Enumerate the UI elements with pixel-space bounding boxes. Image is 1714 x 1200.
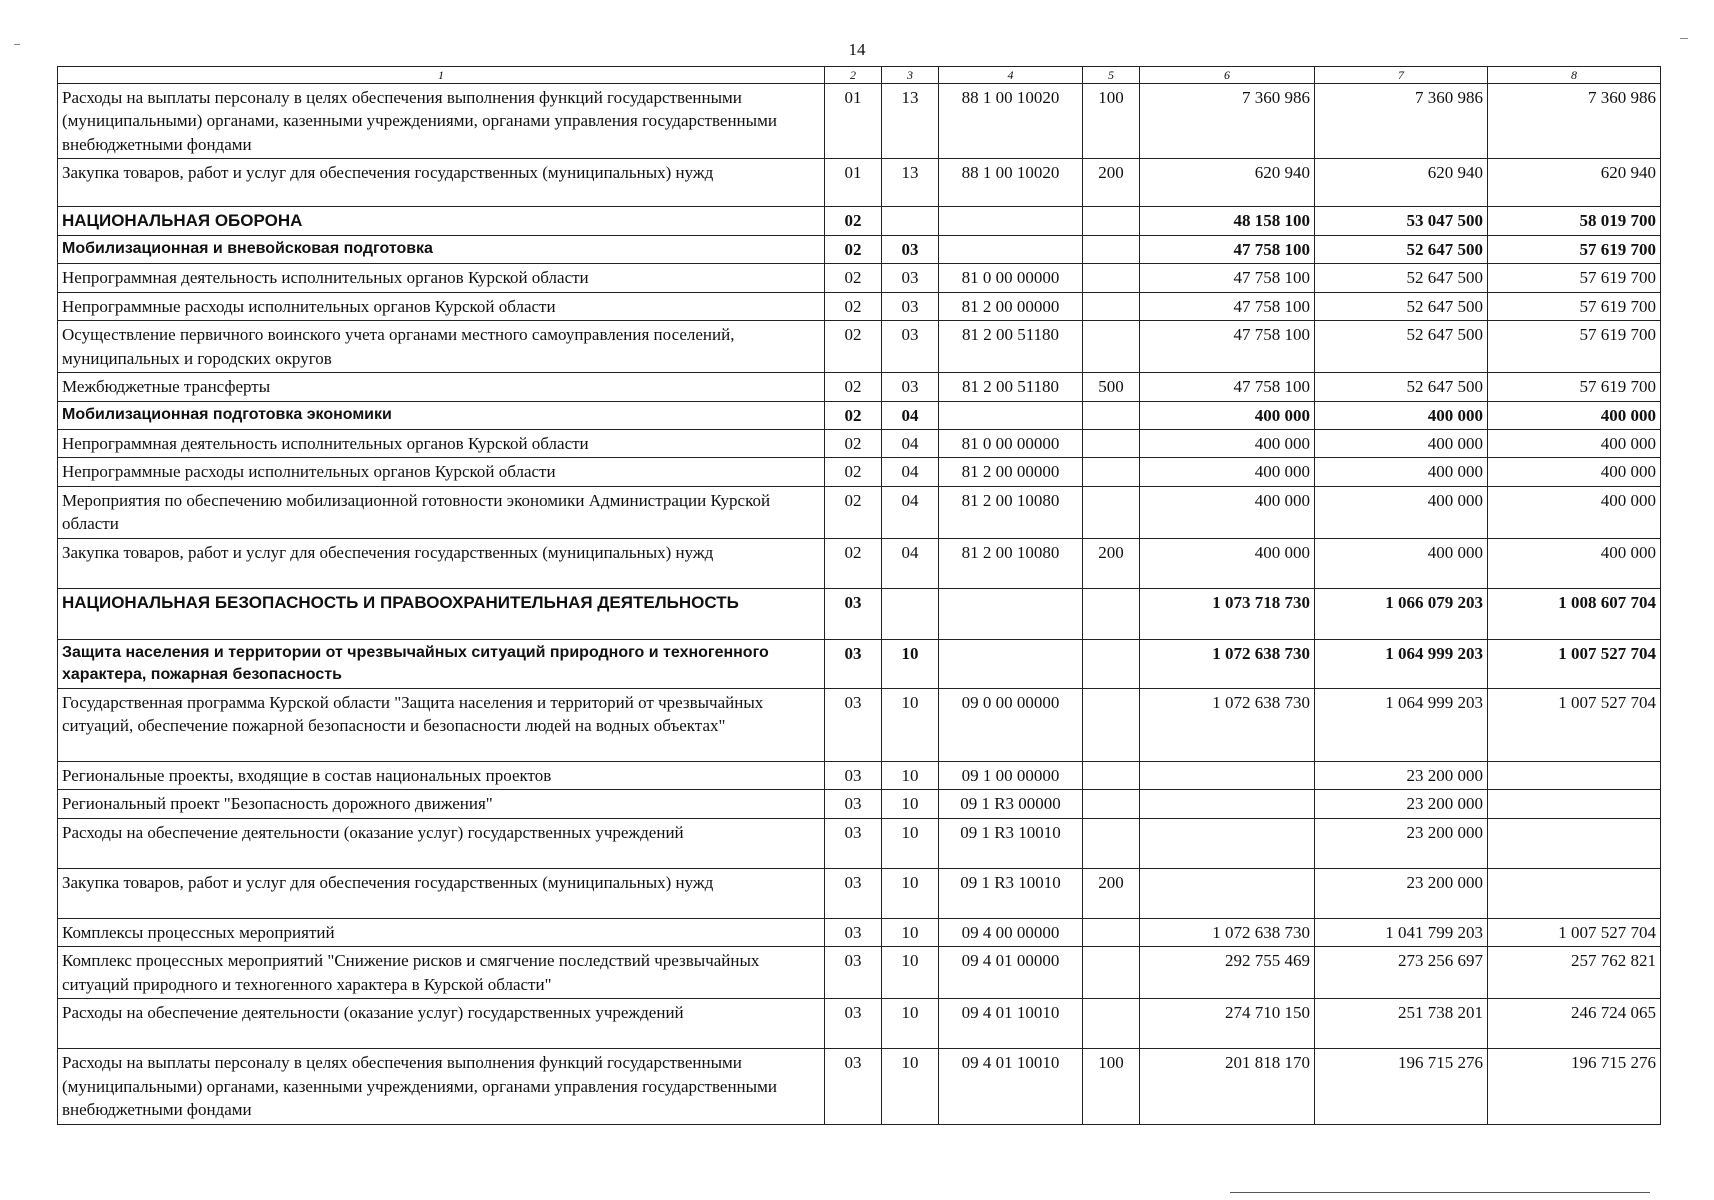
amount-year-1: 47 758 100 [1140,373,1315,401]
subsection-code [882,588,939,639]
scan-mark [1680,38,1688,39]
item-name: Закупка товаров, работ и услуг для обеспечения государственных (муниципальных) нужд [58,159,825,207]
amount-year-3: 620 940 [1488,159,1661,207]
target-article-code: 09 4 01 10010 [939,1049,1083,1124]
section-code: 02 [825,264,882,292]
expense-type-code [1083,639,1140,688]
subsection-code: 10 [882,947,939,999]
page-number: 14 [848,40,866,59]
table-row [58,1049,1661,1124]
amount-year-2: 53 047 500 [1315,207,1488,235]
item-name: Непрограммная деятельность исполнительных органов Курской области [58,429,825,457]
expense-type-code [1083,401,1140,429]
item-name: Защита населения и территории от чрезвычайных ситуаций природного и техногенного характера, пожарная безопасность [58,639,825,688]
expense-type-code [1083,292,1140,320]
expense-type-code [1083,761,1140,789]
item-name: Расходы на выплаты персоналу в целях обеспечения выполнения функций государственными (муниципальными) органами, казенными учреждениями, органами управления государственными внебюджетными фондами [58,1049,825,1124]
amount-year-2: 251 738 201 [1315,999,1488,1049]
amount-year-1: 1 072 638 730 [1140,688,1315,761]
amount-year-1: 47 758 100 [1140,264,1315,292]
target-article-code [939,235,1083,263]
table-row [58,458,1661,486]
amount-year-2: 400 000 [1315,429,1488,457]
item-name: Непрограммные расходы исполнительных органов Курской области [58,458,825,486]
item-name: Закупка товаров, работ и услуг для обеспечения государственных (муниципальных) нужд [58,868,825,918]
amount-year-2: 7 360 986 [1315,84,1488,159]
amount-year-2: 1 041 799 203 [1315,918,1488,946]
amount-year-2: 52 647 500 [1315,321,1488,373]
table-row [58,321,1661,373]
amount-year-3: 400 000 [1488,429,1661,457]
table-row [58,159,1661,207]
target-article-code: 09 4 00 00000 [939,918,1083,946]
amount-year-3: 57 619 700 [1488,264,1661,292]
column-number: 2 [825,67,882,84]
amount-year-2: 273 256 697 [1315,947,1488,999]
amount-year-2: 1 066 079 203 [1315,588,1488,639]
subsection-code: 04 [882,458,939,486]
amount-year-2: 620 940 [1315,159,1488,207]
item-name: Региональные проекты, входящие в состав национальных проектов [58,761,825,789]
amount-year-3: 57 619 700 [1488,292,1661,320]
section-code: 03 [825,588,882,639]
subsection-code: 13 [882,159,939,207]
expense-type-code [1083,458,1140,486]
expense-type-code [1083,790,1140,818]
section-code: 03 [825,918,882,946]
item-name: Непрограммная деятельность исполнительных органов Курской области [58,264,825,292]
amount-year-1: 400 000 [1140,538,1315,588]
target-article-code: 09 1 R3 10010 [939,868,1083,918]
amount-year-2: 400 000 [1315,458,1488,486]
item-name: Межбюджетные трансферты [58,373,825,401]
column-number: 1 [58,67,825,84]
item-name: Закупка товаров, работ и услуг для обеспечения государственных (муниципальных) нужд [58,538,825,588]
subsection-code: 10 [882,688,939,761]
item-name: НАЦИОНАЛЬНАЯ ОБОРОНА [58,207,825,235]
expense-type-code [1083,486,1140,538]
section-code: 01 [825,84,882,159]
item-name: Комплекс процессных мероприятий "Снижение рисков и смягчение последствий чрезвычайных ситуаций природного и техногенного характера в Курской области" [58,947,825,999]
amount-year-1: 620 940 [1140,159,1315,207]
section-code: 03 [825,761,882,789]
item-name: Расходы на обеспечение деятельности (оказание услуг) государственных учреждений [58,999,825,1049]
amount-year-3: 58 019 700 [1488,207,1661,235]
subsection-code: 10 [882,818,939,868]
expense-type-code [1083,429,1140,457]
expense-type-code [1083,207,1140,235]
section-code: 03 [825,818,882,868]
table-row [58,292,1661,320]
item-name: Мобилизационная подготовка экономики [58,401,825,429]
amount-year-3: 400 000 [1488,538,1661,588]
amount-year-3: 1 007 527 704 [1488,688,1661,761]
expense-type-code: 500 [1083,373,1140,401]
amount-year-2: 23 200 000 [1315,790,1488,818]
expense-type-code [1083,264,1140,292]
column-number: 5 [1083,67,1140,84]
scan-mark [14,44,20,45]
item-name: НАЦИОНАЛЬНАЯ БЕЗОПАСНОСТЬ И ПРАВООХРАНИТЕЛЬНАЯ ДЕЯТЕЛЬНОСТЬ [58,588,825,639]
target-article-code: 09 4 01 00000 [939,947,1083,999]
table-row [58,947,1661,999]
item-name: Мобилизационная и вневойсковая подготовка [58,235,825,263]
amount-year-2: 52 647 500 [1315,264,1488,292]
amount-year-3 [1488,868,1661,918]
target-article-code [939,639,1083,688]
amount-year-1: 274 710 150 [1140,999,1315,1049]
table-row [58,264,1661,292]
amount-year-1: 47 758 100 [1140,292,1315,320]
table-row [58,373,1661,401]
section-code: 02 [825,538,882,588]
section-code: 03 [825,947,882,999]
amount-year-1: 47 758 100 [1140,235,1315,263]
table-row [58,790,1661,818]
amount-year-1 [1140,818,1315,868]
amount-year-3: 196 715 276 [1488,1049,1661,1124]
amount-year-1: 292 755 469 [1140,947,1315,999]
amount-year-1: 201 818 170 [1140,1049,1315,1124]
subsection-code: 10 [882,999,939,1049]
section-code: 02 [825,458,882,486]
amount-year-3: 57 619 700 [1488,373,1661,401]
expense-type-code: 200 [1083,538,1140,588]
subsection-code: 03 [882,292,939,320]
table-row [58,538,1661,588]
amount-year-2: 52 647 500 [1315,292,1488,320]
subsection-code: 10 [882,1049,939,1124]
expense-type-code [1083,999,1140,1049]
target-article-code: 09 1 R3 00000 [939,790,1083,818]
expense-type-code [1083,235,1140,263]
subsection-code: 03 [882,235,939,263]
amount-year-3: 400 000 [1488,401,1661,429]
amount-year-3 [1488,761,1661,789]
amount-year-3: 400 000 [1488,486,1661,538]
amount-year-3 [1488,790,1661,818]
column-number: 4 [939,67,1083,84]
subsection-code: 04 [882,429,939,457]
table-row [58,688,1661,761]
amount-year-2: 23 200 000 [1315,761,1488,789]
subsection-code: 10 [882,790,939,818]
amount-year-3: 7 360 986 [1488,84,1661,159]
section-code: 02 [825,292,882,320]
item-name: Комплексы процессных мероприятий [58,918,825,946]
item-name: Расходы на выплаты персоналу в целях обеспечения выполнения функций государственными (муниципальными) органами, казенными учреждениями, органами управления государственными внебюджетными фондами [58,84,825,159]
amount-year-2: 1 064 999 203 [1315,688,1488,761]
target-article-code [939,588,1083,639]
target-article-code: 81 2 00 10080 [939,486,1083,538]
table-row [58,588,1661,639]
section-code: 02 [825,401,882,429]
target-article-code: 09 0 00 00000 [939,688,1083,761]
section-code: 02 [825,486,882,538]
target-article-code: 81 2 00 00000 [939,292,1083,320]
amount-year-2: 196 715 276 [1315,1049,1488,1124]
table-row [58,401,1661,429]
amount-year-2: 400 000 [1315,538,1488,588]
column-number: 3 [882,67,939,84]
table-row [58,235,1661,263]
section-code: 03 [825,790,882,818]
target-article-code: 81 2 00 51180 [939,321,1083,373]
subsection-code: 03 [882,373,939,401]
table-row [58,868,1661,918]
table-row [58,761,1661,789]
subsection-code: 04 [882,486,939,538]
table-row [58,84,1661,159]
expense-type-code: 100 [1083,1049,1140,1124]
amount-year-2: 23 200 000 [1315,818,1488,868]
amount-year-1: 400 000 [1140,458,1315,486]
amount-year-3: 400 000 [1488,458,1661,486]
section-code: 03 [825,688,882,761]
subsection-code: 03 [882,264,939,292]
amount-year-2: 1 064 999 203 [1315,639,1488,688]
column-number: 7 [1315,67,1488,84]
target-article-code: 81 0 00 00000 [939,264,1083,292]
section-code: 02 [825,429,882,457]
subsection-code: 03 [882,321,939,373]
amount-year-1 [1140,761,1315,789]
expense-type-code [1083,688,1140,761]
expense-type-code: 200 [1083,159,1140,207]
amount-year-1: 400 000 [1140,486,1315,538]
target-article-code: 81 2 00 10080 [939,538,1083,588]
target-article-code: 09 1 R3 10010 [939,818,1083,868]
subsection-code: 04 [882,538,939,588]
target-article-code: 81 2 00 51180 [939,373,1083,401]
section-code: 02 [825,373,882,401]
section-code: 03 [825,639,882,688]
amount-year-1: 47 758 100 [1140,321,1315,373]
subsection-code: 10 [882,868,939,918]
amount-year-2: 52 647 500 [1315,235,1488,263]
amount-year-1: 48 158 100 [1140,207,1315,235]
target-article-code: 81 2 00 00000 [939,458,1083,486]
scan-mark [1230,1192,1650,1193]
target-article-code: 81 0 00 00000 [939,429,1083,457]
target-article-code: 88 1 00 10020 [939,84,1083,159]
amount-year-2: 400 000 [1315,486,1488,538]
item-name: Региональный проект "Безопасность дорожного движения" [58,790,825,818]
expense-type-code [1083,918,1140,946]
table-row [58,639,1661,688]
column-numbers-row [58,67,1661,84]
amount-year-1: 400 000 [1140,429,1315,457]
expense-type-code: 100 [1083,84,1140,159]
subsection-code [882,207,939,235]
expense-type-code: 200 [1083,868,1140,918]
item-name: Осуществление первичного воинского учета органами местного самоуправления поселений, муниципальных и городских округов [58,321,825,373]
section-code: 02 [825,235,882,263]
amount-year-3: 1 007 527 704 [1488,639,1661,688]
target-article-code [939,401,1083,429]
amount-year-3: 57 619 700 [1488,321,1661,373]
amount-year-3: 1 008 607 704 [1488,588,1661,639]
table-row [58,486,1661,538]
subsection-code: 10 [882,918,939,946]
subsection-code: 04 [882,401,939,429]
subsection-code: 13 [882,84,939,159]
amount-year-3 [1488,818,1661,868]
amount-year-1 [1140,790,1315,818]
section-code: 02 [825,321,882,373]
amount-year-1: 1 072 638 730 [1140,639,1315,688]
item-name: Расходы на обеспечение деятельности (оказание услуг) государственных учреждений [58,818,825,868]
target-article-code [939,207,1083,235]
item-name: Непрограммные расходы исполнительных органов Курской области [58,292,825,320]
amount-year-1: 400 000 [1140,401,1315,429]
item-name: Государственная программа Курской области "Защита населения и территорий от чрезвычайных ситуаций, обеспечение пожарной безопасности и безопасности людей на водных объектах" [58,688,825,761]
amount-year-3: 57 619 700 [1488,235,1661,263]
section-code: 03 [825,1049,882,1124]
expense-type-code [1083,588,1140,639]
amount-year-2: 400 000 [1315,401,1488,429]
budget-table [57,66,1661,1125]
amount-year-3: 246 724 065 [1488,999,1661,1049]
section-code: 02 [825,207,882,235]
expense-type-code [1083,947,1140,999]
table-row [58,818,1661,868]
column-number: 6 [1140,67,1315,84]
amount-year-3: 1 007 527 704 [1488,918,1661,946]
column-number: 8 [1488,67,1661,84]
expense-type-code [1083,818,1140,868]
table-row [58,429,1661,457]
subsection-code: 10 [882,761,939,789]
section-code: 03 [825,999,882,1049]
target-article-code: 09 1 00 00000 [939,761,1083,789]
section-code: 03 [825,868,882,918]
amount-year-1: 1 072 638 730 [1140,918,1315,946]
target-article-code: 88 1 00 10020 [939,159,1083,207]
section-code: 01 [825,159,882,207]
table-row [58,918,1661,946]
subsection-code: 10 [882,639,939,688]
table-row [58,999,1661,1049]
amount-year-1 [1140,868,1315,918]
item-name: Мероприятия по обеспечению мобилизационной готовности экономики Администрации Курской области [58,486,825,538]
amount-year-1: 7 360 986 [1140,84,1315,159]
amount-year-2: 23 200 000 [1315,868,1488,918]
expense-type-code [1083,321,1140,373]
amount-year-1: 1 073 718 730 [1140,588,1315,639]
target-article-code: 09 4 01 10010 [939,999,1083,1049]
amount-year-3: 257 762 821 [1488,947,1661,999]
amount-year-2: 52 647 500 [1315,373,1488,401]
table-row [58,207,1661,235]
